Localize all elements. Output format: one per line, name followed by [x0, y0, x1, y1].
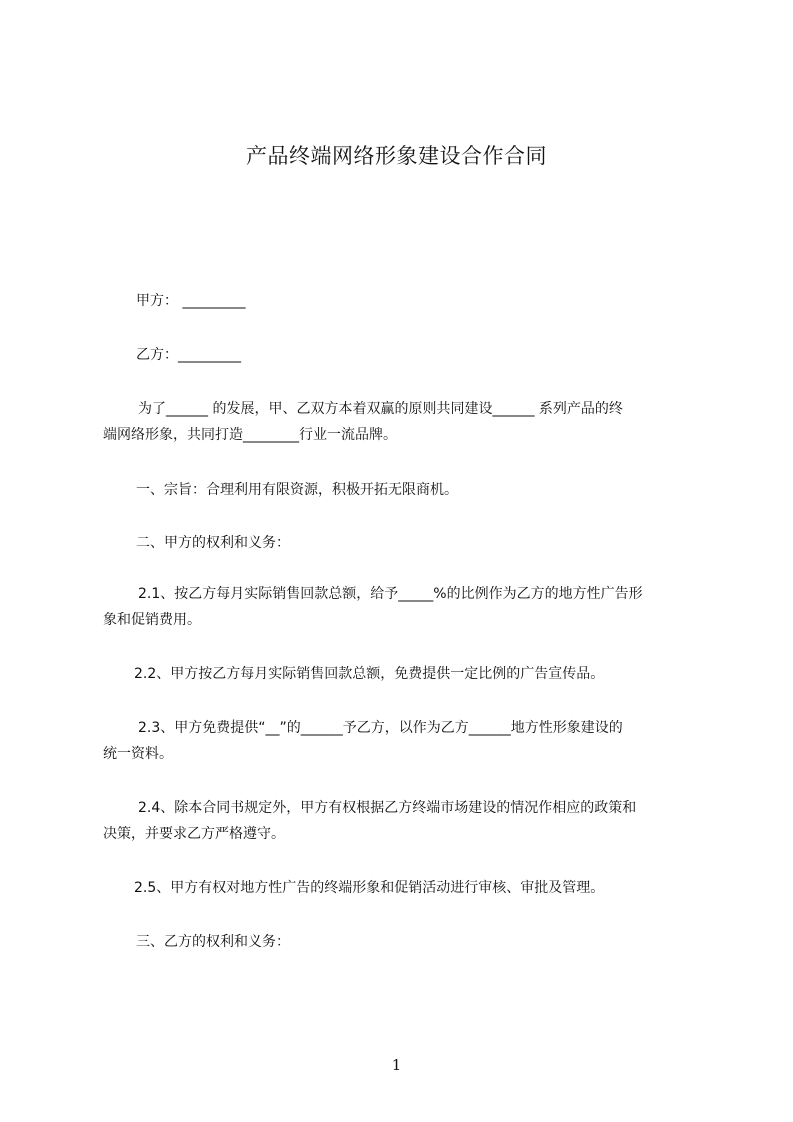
clause-2-1-line-1: 2.1、按乙方每月实际销售回款总额，给予_____%的比例作为乙方的地方性广告形: [138, 586, 643, 602]
clause-2-5: 2.5、甲方有权对地方性广告的终端形象和促销活动进行审核、审批及管理。: [134, 880, 605, 896]
section-3-heading: 三、乙方的权利和义务：: [136, 934, 290, 950]
clause-2-1-line-2: 象和促销费用。: [103, 612, 201, 628]
party-a-line: 甲方： _________: [136, 293, 246, 309]
clause-2-2: 2.2、甲方按乙方每月实际销售回款总额，免费提供一定比例的广告宣传品。: [134, 666, 605, 682]
clause-2-4-line-1: 2.4、除本合同书规定外，甲方有权根据乙方终端市场建设的情况作相应的政策和: [138, 800, 637, 816]
clause-2-3-line-2: 统一资料。: [103, 746, 173, 762]
page-number: 1: [391, 1056, 402, 1074]
party-b-line: 乙方：_________: [136, 347, 241, 363]
clause-2-3-line-1: 2.3、甲方免费提供“__”的______予乙方，以作为乙方______地方性形象建设的: [138, 720, 623, 736]
section-1-purpose: 一、宗旨：合理利用有限资源，积极开拓无限商机。: [136, 482, 458, 498]
clause-2-4-line-2: 决策，并要求乙方严格遵守。: [103, 826, 285, 842]
intro-line-1: 为了______ 的发展，甲、乙双方本着双赢的原则共同建设______ 系列产品的终: [138, 401, 623, 417]
contract-title: 产品终端网络形象建设合作合同: [246, 144, 547, 168]
intro-line-2: 端网络形象，共同打造________行业一流品牌。: [103, 427, 397, 443]
section-2-heading: 二、甲方的权利和义务：: [136, 535, 290, 551]
